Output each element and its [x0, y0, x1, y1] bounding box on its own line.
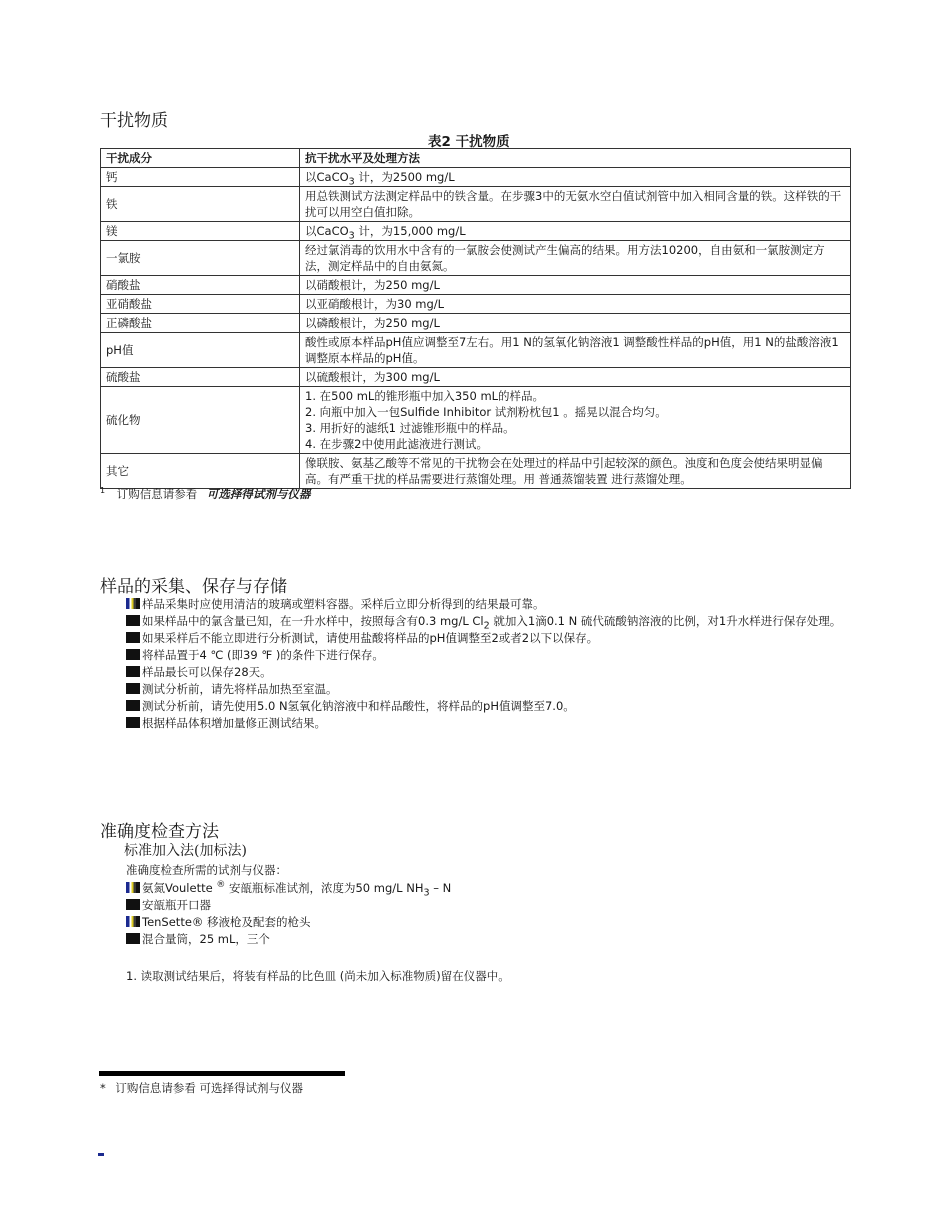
page-footnote: [100, 1080, 303, 1096]
table-row: [101, 276, 851, 295]
list-item: 混合量筒，25 mL，三个: [126, 931, 826, 948]
header-level-method: 抗干扰水平及处理方法: [300, 149, 851, 168]
footnote-link[interactable]: 可选择得试剂与仪器: [206, 487, 311, 501]
bullet-icon: [126, 649, 140, 660]
section-heading-sampling: 样品的采集、保存与存储: [100, 577, 287, 597]
list-item: 氨氮Voulette ® 安瓿瓶标准试剂，浓度为50 mg/L $NH_3$ – N: [126, 880, 826, 897]
row-name: pH值: [101, 333, 300, 368]
table-row: [101, 314, 851, 333]
row-name: 一氯胺: [101, 241, 300, 276]
accuracy-intro: 准确度检查所需的试剂与仪器：: [126, 863, 287, 877]
procedure-step-1: 1. 读取测试结果后，将装有样品的比色皿 (尚未加入标准物质)留在仪器中。: [126, 969, 510, 983]
row-text: 以CaCO$_3$ 计，为2500 mg/L: [300, 168, 851, 187]
bullet-icon: [126, 882, 140, 893]
row-text: 像联胺、氨基乙酸等不常见的干扰物会在处理过的样品中引起较深的颜色。浊度和色度会使结果明显偏高。有严重干扰的样品需要进行蒸馏处理。用 普通蒸馏装置 进行蒸馏处理。: [300, 454, 851, 489]
row-name: 其它: [101, 454, 300, 489]
row-name: 铁: [101, 187, 300, 222]
list-item: 样品采集时应使用清洁的玻璃或塑料容器。采样后立即分析得到的结果最可靠。: [126, 596, 856, 613]
row-text: 酸性或原本样品pH值应调整至7左右。用1 N的氢氧化钠溶液1 调整酸性样品的pH值，用1 N的盐酸溶液1 调整原本样品的pH值。: [300, 333, 851, 368]
bullet-icon: [126, 899, 140, 910]
row-text: 以磷酸根计，为250 mg/L: [300, 314, 851, 333]
row-name: 正磷酸盐: [101, 314, 300, 333]
row-steps: [300, 387, 851, 454]
subheading-standard-addition: 标准加入法(加标法): [124, 843, 247, 859]
table-caption: 表2 干扰物质: [428, 134, 510, 150]
row-text: 经过氯消毒的饮用水中含有的一氯胺会使测试产生偏高的结果。用方法10200，自由氨和一氯胺测定方法，测定样品中的自由氨氮。: [300, 241, 851, 276]
step-line: 2. 向瓶中加入一包Sulfide Inhibitor 试剂粉枕包1 。摇晃以混合均匀。: [305, 405, 667, 419]
row-text: 用总铁测试方法测定样品中的铁含量。在步骤3中的无氨水空白值试剂管中加入相同含量的铁。这样铁的干扰可以用空白值扣除。: [300, 187, 851, 222]
list-item: 测试分析前，请先使用5.0 N氢氧化钠溶液中和样品酸性，将样品的pH值调整至7.0。: [126, 698, 856, 715]
row-name: 钙: [101, 168, 300, 187]
table-row: [101, 241, 851, 276]
bullet-icon: [126, 916, 140, 927]
list-item: 安瓿瓶开口器: [126, 897, 826, 914]
table-row: [101, 454, 851, 489]
bullet-icon: [126, 666, 140, 677]
row-text: 以硝酸根计，为250 mg/L: [300, 276, 851, 295]
list-item: TenSette® 移液枪及配套的枪头: [126, 914, 826, 931]
bullet-icon: [126, 683, 140, 694]
table-header-row: [101, 149, 851, 168]
page-footnote-text: 订购信息请参看 可选择得试剂与仪器: [115, 1081, 304, 1095]
bullet-icon: [126, 615, 140, 626]
section-heading-accuracy: 准确度检查方法: [100, 822, 219, 842]
list-item: 测试分析前，请先将样品加热至室温。: [126, 681, 856, 698]
list-item: 样品最长可以保存28天。: [126, 664, 856, 681]
bullet-icon: [126, 700, 140, 711]
page-marker: [98, 1153, 104, 1156]
footnote-text: 订购信息请参看: [116, 487, 198, 501]
table-row: [101, 295, 851, 314]
table-footnote: [100, 486, 310, 502]
row-text: 以CaCO$_3$ 计，为15,000 mg/L: [300, 222, 851, 241]
bullet-icon: [126, 632, 140, 643]
accuracy-items: [126, 880, 826, 948]
list-item: 如果样品中的氯含量已知，在一升水样中，按照每含有0.3 mg/L $Cl_2$ 就加入1滴0.1 N 硫代硫酸钠溶液的比例，对1升水样进行保存处理。: [126, 613, 856, 630]
list-item: 将样品置于4 ℃ (即39 ℉ )的条件下进行保存。: [126, 647, 856, 664]
row-name: 硝酸盐: [101, 276, 300, 295]
section-heading-interference: 干扰物质: [100, 111, 168, 131]
header-component: 干扰成分: [101, 149, 300, 168]
row-name: 亚硝酸盐: [101, 295, 300, 314]
table-row: [101, 333, 851, 368]
row-name: 硫化物: [101, 387, 300, 454]
footnote-mark: 1: [100, 486, 106, 496]
row-name: 硫酸盐: [101, 368, 300, 387]
table-row: [101, 168, 851, 187]
row-name: 镁: [101, 222, 300, 241]
list-item: 根据样品体积增加量修正测试结果。: [126, 715, 856, 732]
row-text: 以硫酸根计，为300 mg/L: [300, 368, 851, 387]
footnote-rule: [99, 1071, 345, 1076]
table-row: [101, 187, 851, 222]
table-row: [101, 387, 851, 454]
sampling-list: [126, 596, 856, 732]
table-row: [101, 368, 851, 387]
list-item: 如果采样后不能立即进行分析测试，请使用盐酸将样品的pH值调整至2或者2以下以保存。: [126, 630, 856, 647]
page-footnote-mark: *: [100, 1081, 106, 1095]
interference-table: [100, 148, 851, 489]
bullet-icon: [126, 933, 140, 944]
table-row: [101, 222, 851, 241]
row-text: 以亚硝酸根计，为30 mg/L: [300, 295, 851, 314]
bullet-icon: [126, 717, 140, 728]
step-line: 4. 在步骤2中使用此滤液进行测试。: [305, 437, 488, 451]
bullet-icon: [126, 598, 140, 609]
step-line: 3. 用折好的滤纸1 过滤锥形瓶中的样品。: [305, 421, 515, 435]
step-line: 1. 在500 mL的锥形瓶中加入350 mL的样品。: [305, 389, 545, 403]
